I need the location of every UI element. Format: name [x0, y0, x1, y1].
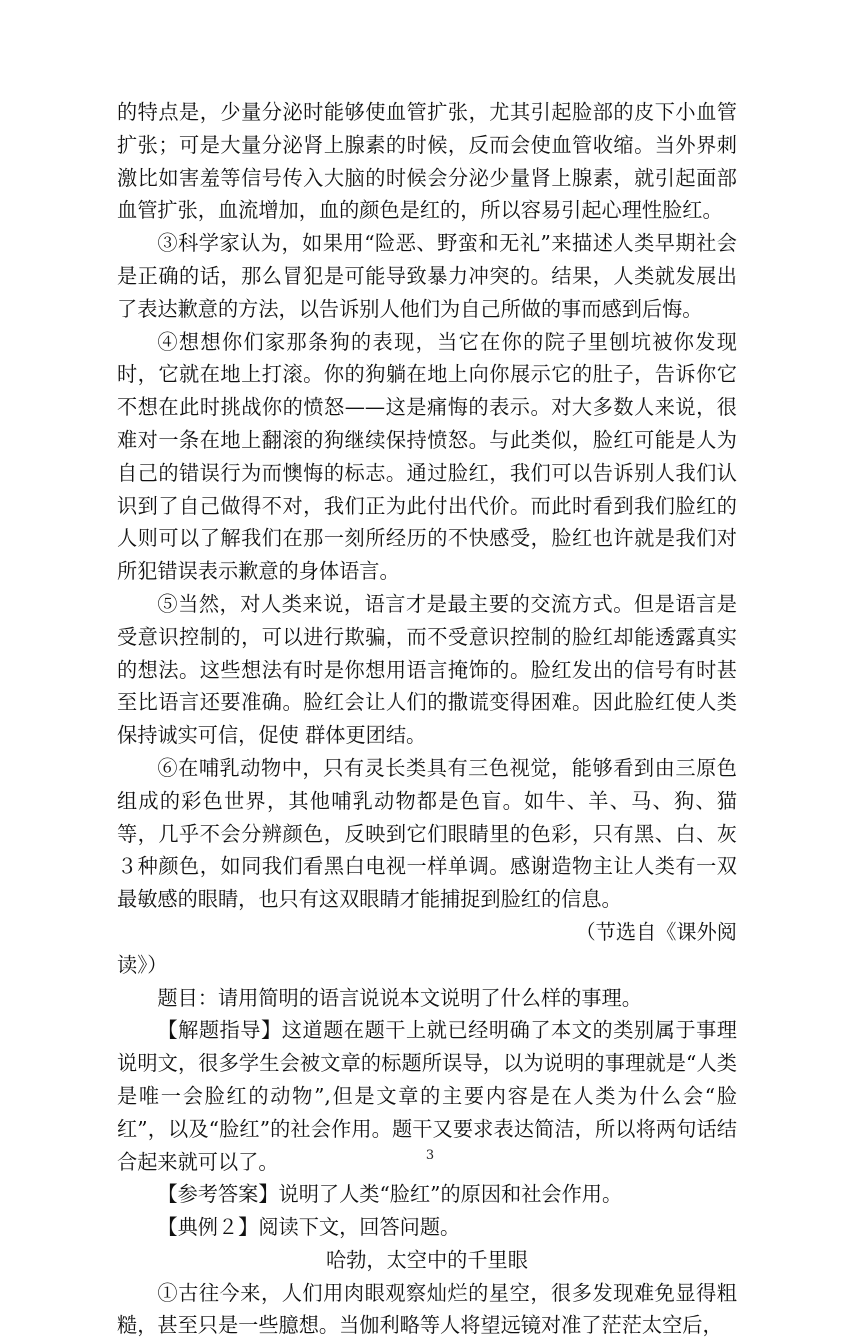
paragraph-4: ④想想你们家那条狗的表现，当它在你的院子里刨坑被你发现时，它就在地上打滚。你的狗躺在地上向你展示它的肚子，告诉你它不想在此时挑战你的愤怒——这是痛悔的表示。对大多数人来说，很难对一条在地上翻滚的狗继续保持愤怒。与此类似，脸红可能是人为自己的错误行为而懊悔的标志。通过脸红，我们可以告诉别人我们认识到了自己做得不对，我们正为此付出代价。而此时看到我们脸红的人则可以了解我们在那一刻所经历的不快感受，脸红也许就是我们对所犯错误表示歉意的身体语言。 [117, 329, 737, 584]
reference-answer: 【参考答案】说明了人类“脸红”的原因和社会作用。 [157, 1182, 623, 1207]
solution-guide: 【解题指导】这道题在题干上就已经明确了本文的类别属于事理说明文，很多学生会被文章的标题所误导，以为说明的事理就是“人类是唯一会脸红的动物”,但是文章的主要内容是在人类为什么会“脸红”，以及“脸红”的社会作用。题干又要求表达简洁，所以将两句话结合起来就可以了。 [117, 1018, 737, 1174]
article-title: 哈勃，太空中的千里眼 [326, 1247, 528, 1272]
paragraph-6: ⑥在哺乳动物中，只有灵长类具有三色视觉，能够看到由三原色组成的彩色世界，其他哺乳动物都是色盲。如牛、羊、马、狗、猫等，几乎不会分辨颜色，反映到它们眼睛里的色彩，只有黑、白、灰３种颜色，如同我们看黑白电视一样单调。感谢造物主让人类有一双最敏感的眼睛，也只有这双眼睛才能捕捉到脸红的信息。 [117, 755, 737, 912]
question: 题目：请用简明的语言说说本文说明了什么样的事理。 [157, 985, 642, 1010]
example-2-heading: 【典例２】阅读下文，回答问题。 [157, 1215, 461, 1240]
paragraph-continuation: 的特点是，少量分泌时能够使血管扩张，尤其引起脸部的皮下小血管扩张；可是大量分泌肾上腺素的时候，反而会使血管收缩。当外界刺激比如害羞等信号传入大脑的时候会分泌少量肾上腺素，就引起面部血管扩张，血流增加，血的颜色是红的，所以容易引起心理性脸红。 [117, 100, 737, 223]
paragraph-3: ③科学家认为，如果用“险恶、野蛮和无礼”来描述人类早期社会是正确的话，那么冒犯是可能导致暴力冲突的。结果，人类就发展出了表达歉意的方法，以告诉别人他们为自己所做的事而感到后悔。 [117, 231, 737, 321]
source-citation-end: 读》） [117, 952, 168, 977]
paragraph-1-hubble: ①古往今来，人们用肉眼观察灿烂的星空，很多发现难免显得粗糙，甚至只是一些臆想。当伽利略等人将望远镜对准了茫茫太空后， [117, 1280, 737, 1338]
source-citation: （节选自《课外阅 [575, 919, 737, 944]
page-number: 3 [425, 1148, 435, 1163]
paragraph-5: ⑤当然，对人类来说，语言才是最主要的交流方式。但是语言是受意识控制的，可以进行欺骗，而不受意识控制的脸红却能透露真实的想法。这些想法有时是你想用语言掩饰的。脸红发出的信号有时甚至比语言还要准确。脸红会让人们的撒谎变得困难。因此脸红使人类保持诚实可信，促使 群体更团结。 [117, 591, 737, 748]
